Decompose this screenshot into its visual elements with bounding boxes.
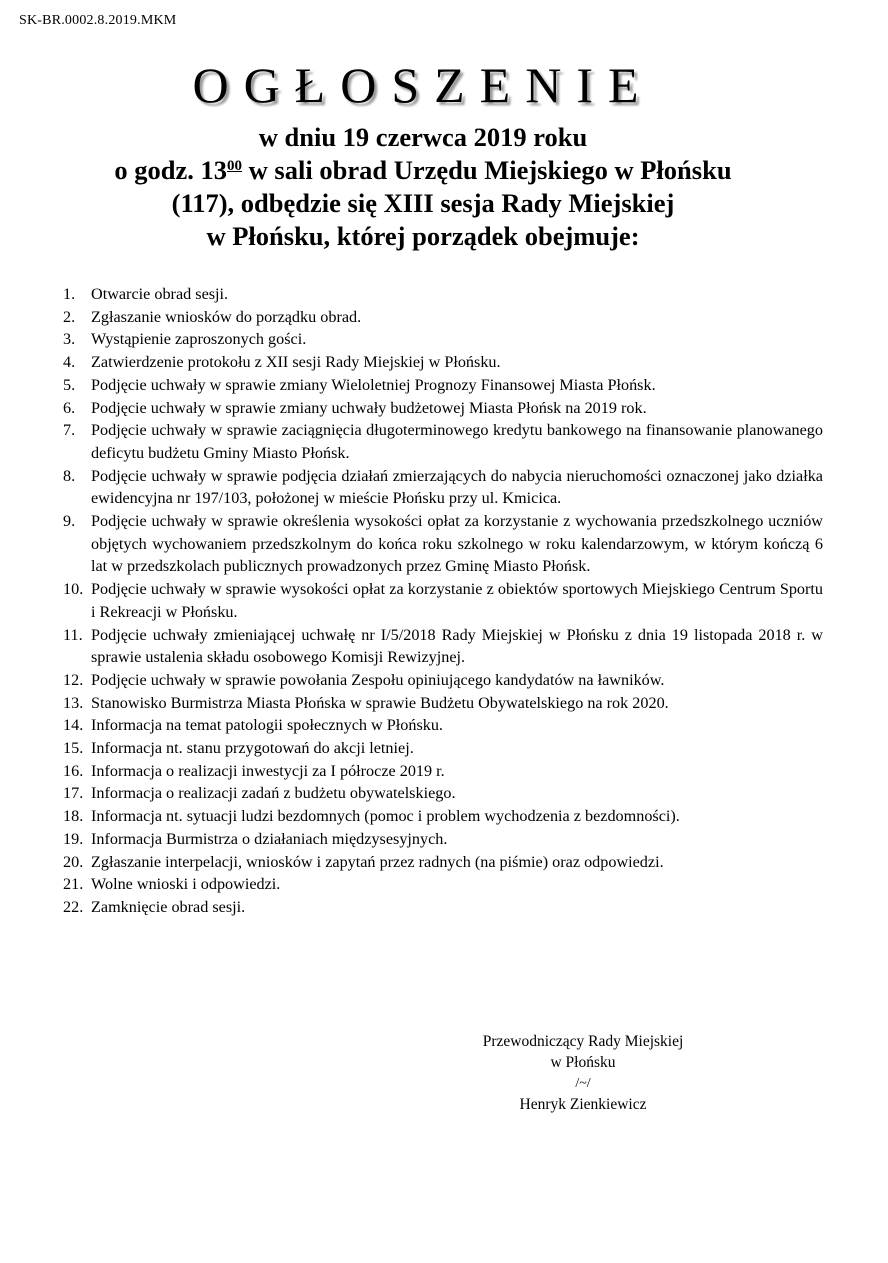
agenda-item-text: Informacja Burmistrza o działaniach międzysesyjnych.: [91, 829, 448, 848]
agenda-item-number: 3.: [63, 330, 76, 349]
agenda-item: [63, 669, 823, 692]
heading-agenda-intro-line: w Płońsku, której porządek obejmuje:: [206, 221, 640, 251]
signature-title: Przewodniczący Rady Miejskiej: [482, 1033, 684, 1050]
agenda-item: [63, 465, 823, 510]
agenda-item-number: 19.: [63, 829, 84, 848]
agenda-item-number: 6.: [63, 398, 76, 417]
agenda-item-number: 7.: [63, 421, 76, 440]
agenda-item: [63, 692, 823, 715]
agenda-item-text: Podjęcie uchwały w sprawie określenia wysokości opłat za korzystanie z wychowania przedszkolnego uczniów objętych wychowaniem przedszkolnym do końca roku szkolnego w roku kalendarzowym, w którym kończą 6 lat w przedszkolach publicznych prowadzonych przez Gminę Miasto Płońsk.: [91, 512, 823, 576]
agenda-item: [63, 351, 823, 374]
announcement-heading: [0, 121, 846, 253]
document-reference-number: SK-BR.0002.8.2019.MKM: [19, 13, 177, 28]
agenda-item: [63, 873, 823, 896]
agenda-item-text: Informacja nt. stanu przygotowań do akcji letniej.: [91, 739, 414, 758]
agenda-item-number: 11.: [63, 625, 83, 644]
heading-date-line: w dniu 19 czerwca 2019 roku: [258, 122, 588, 152]
agenda-item-number: 2.: [63, 307, 76, 326]
agenda-item-text: Zgłaszanie wniosków do porządku obrad.: [91, 307, 362, 326]
agenda-item: [63, 805, 823, 828]
agenda-item: [63, 760, 823, 783]
agenda-item-text: Wystąpienie zaproszonych gości.: [91, 330, 307, 349]
agenda-item-number: 21.: [63, 875, 84, 894]
agenda-item-number: 13.: [63, 693, 84, 712]
agenda-item-text: Podjęcie uchwały zmieniającej uchwałę nr I/5/2018 Rady Miejskiej w Płońsku z dnia 19 listopada 2018 r. w sprawie ustalenia składu osobowego Komisji Rewizyjnej.: [91, 625, 823, 667]
signature-block: [443, 1031, 723, 1115]
agenda-item-number: 16.: [63, 761, 84, 780]
agenda-item: [63, 782, 823, 805]
agenda-item: [63, 306, 823, 329]
agenda-item-number: 4.: [63, 353, 76, 372]
agenda-item-text: Stanowisko Burmistrza Miasta Płońska w sprawie Budżetu Obywatelskiego na rok 2020.: [91, 693, 669, 712]
agenda-item: [63, 737, 823, 760]
agenda-item: [63, 328, 823, 351]
agenda-item-text: Podjęcie uchwały w sprawie wysokości opłat za korzystanie z obiektów sportowych Miejskiego Centrum Sportu i Rekreacji w Płońsku.: [91, 580, 823, 621]
agenda-item-number: 12.: [63, 670, 84, 689]
agenda-item: [63, 578, 823, 623]
agenda-item-text: Zatwierdzenie protokołu z XII sesji Rady Miejskiej w Płońsku.: [91, 353, 501, 372]
agenda-item-number: 18.: [63, 807, 84, 826]
agenda-item: [63, 828, 823, 851]
agenda-item: [63, 397, 823, 420]
signature-mark: /~/: [575, 1076, 591, 1091]
agenda-item: [63, 896, 823, 919]
agenda-item-text: Otwarcie obrad sesji.: [91, 285, 229, 303]
agenda-item-text: Informacja o realizacji inwestycji za I półrocze 2019 r.: [91, 761, 445, 780]
agenda-item: [63, 283, 823, 306]
agenda-item-text: Wolne wnioski i odpowiedzi.: [91, 875, 281, 894]
agenda-item-number: 22.: [63, 897, 84, 916]
agenda-item-number: 10.: [63, 580, 84, 599]
document-title: OGŁOSZENIE: [192, 57, 654, 113]
agenda-item-text: Zgłaszanie interpelacji, wniosków i zapytań przez radnych (na piśmie) oraz odpowiedzi.: [91, 852, 664, 871]
agenda-item-number: 17.: [63, 784, 84, 803]
agenda-item-text: Podjęcie uchwały w sprawie zaciągnięcia długoterminowego kredytu bankowego na finansowanie planowanego deficytu budżetu Gminy Miasto Płońsk.: [91, 421, 823, 462]
agenda-item-number: 1.: [63, 285, 76, 303]
agenda-item-number: 20.: [63, 852, 84, 871]
signature-location: w Płońsku: [550, 1054, 616, 1071]
agenda-list: [63, 283, 823, 919]
heading-session-line: (117), odbędzie się XIII sesja Rady Miejskiej: [171, 188, 675, 218]
agenda-item-number: 14.: [63, 716, 84, 735]
agenda-item: [63, 851, 823, 874]
agenda-item: [63, 714, 823, 737]
agenda-item-text: Podjęcie uchwały w sprawie zmiany uchwały budżetowej Miasta Płońsk na 2019 rok.: [91, 398, 647, 417]
heading-time-prefix: o godz. 13: [114, 155, 228, 185]
agenda-item-text: Zamknięcie obrad sesji.: [91, 897, 246, 916]
agenda-item-text: Informacja o realizacji zadań z budżetu obywatelskiego.: [91, 784, 456, 803]
agenda-item-text: Podjęcie uchwały w sprawie powołania Zespołu opiniującego kandydatów na ławników.: [91, 670, 665, 689]
agenda-item: [63, 624, 823, 669]
agenda-item-number: 9.: [63, 512, 76, 531]
agenda-item: [63, 419, 823, 464]
heading-time-minutes: 00: [227, 158, 243, 174]
heading-time-place-line: [0, 154, 846, 187]
heading-place: w sali obrad Urzędu Miejskiego w Płońsku: [242, 155, 732, 185]
agenda-item-number: 8.: [63, 466, 76, 485]
agenda-item-number: 15.: [63, 739, 84, 758]
agenda-item: [63, 510, 823, 578]
agenda-item-number: 5.: [63, 375, 76, 394]
agenda-item-text: Informacja nt. sytuacji ludzi bezdomnych (pomoc i problem wychodzenia z bezdomności).: [91, 807, 680, 826]
agenda-item-text: Podjęcie uchwały w sprawie zmiany Wieloletniej Prognozy Finansowej Miasta Płońsk.: [91, 375, 656, 394]
agenda-item-text: Podjęcie uchwały w sprawie podjęcia działań zmierzających do nabycia nieruchomości oznaczonej jako działka ewidencyjna nr 197/103, położonej w mieście Płońsku przy ul. Kmicica.: [91, 466, 823, 508]
agenda-item: [63, 374, 823, 397]
signature-name: Henryk Zienkiewicz: [519, 1096, 647, 1113]
agenda-item-text: Informacja na temat patologii społecznych w Płońsku.: [91, 716, 443, 735]
